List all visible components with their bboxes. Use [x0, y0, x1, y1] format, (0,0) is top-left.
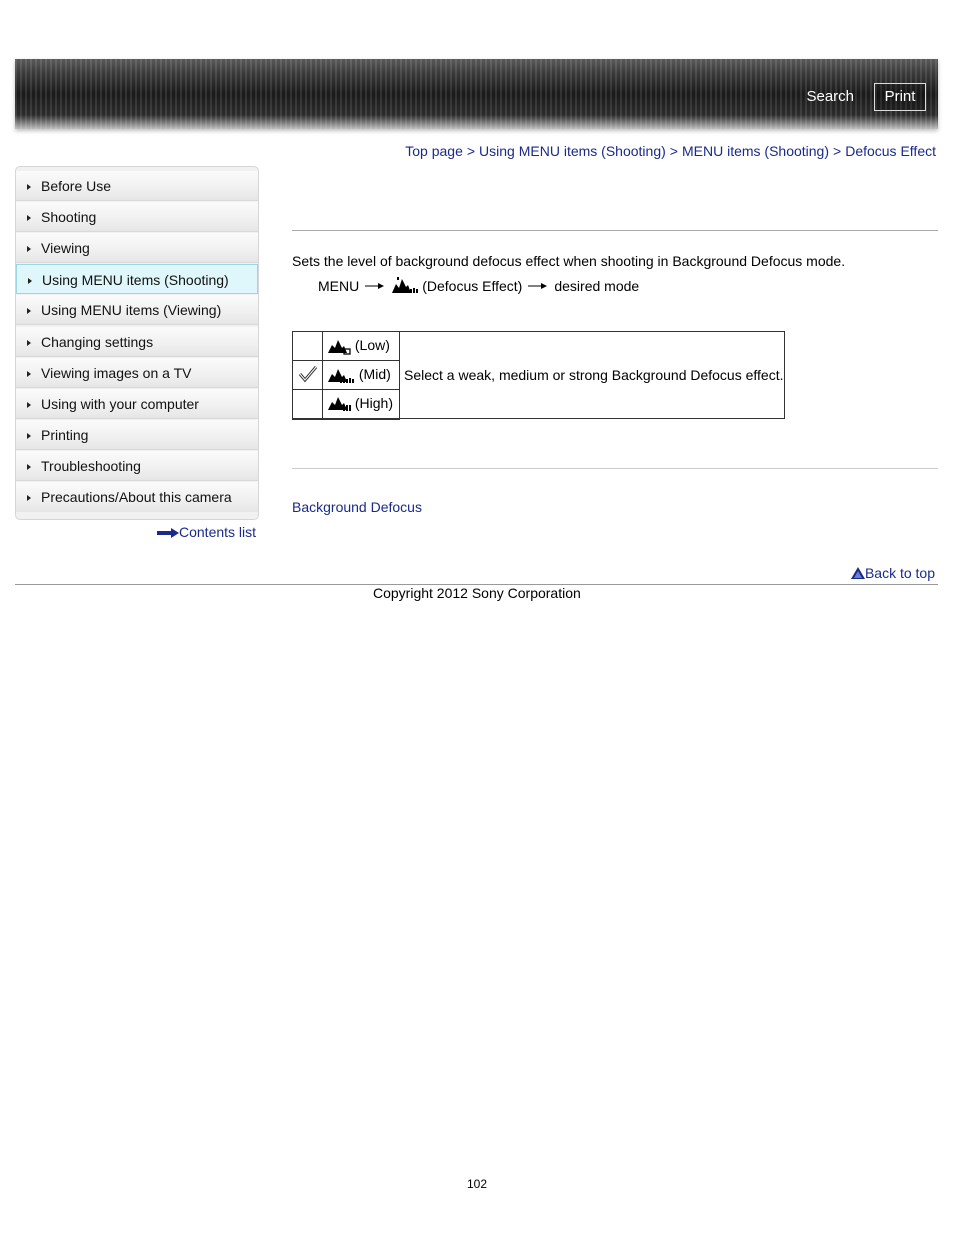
contents-list-link[interactable] — [157, 524, 256, 540]
sidebar-item-before-use[interactable] — [16, 171, 258, 201]
defocus-mid-icon — [327, 368, 355, 384]
triangle-right-icon — [27, 402, 31, 408]
breadcrumb-separator: > — [833, 143, 842, 159]
option-label: (Mid) — [358, 366, 391, 383]
menu-path — [318, 277, 639, 295]
option-cell — [323, 361, 400, 390]
breadcrumb-separator: > — [466, 143, 476, 159]
sidebar-item-printing[interactable] — [16, 420, 258, 450]
menu-end-label: desired mode — [554, 278, 640, 294]
sidebar-item-label: Viewing — [41, 240, 90, 256]
checkmark-icon — [298, 365, 318, 383]
sidebar-item-using-menu-shooting[interactable] — [16, 264, 258, 294]
back-to-top-label: Back to top — [864, 565, 935, 581]
sidebar-item-label: Using MENU items (Viewing) — [41, 302, 222, 318]
contents-list-label: Contents list — [179, 524, 257, 540]
triangle-right-icon — [27, 464, 31, 470]
option-label: (Low) — [354, 337, 390, 354]
breadcrumb-separator: > — [669, 143, 678, 159]
option-cell — [323, 332, 400, 361]
sidebar-item-using-with-computer[interactable] — [16, 389, 258, 419]
check-cell — [293, 390, 323, 419]
check-cell — [293, 332, 323, 361]
sidebar-item-label: Shooting — [41, 209, 97, 225]
option-label: (High) — [354, 395, 394, 412]
intro-text: Sets the level of background defocus effect when shooting in Background Defocus mode. — [292, 253, 846, 269]
page-number: 102 — [466, 1177, 488, 1191]
triangle-right-icon — [27, 215, 31, 221]
copyright-text: Copyright 2012 Sony Corporation — [373, 585, 581, 601]
sidebar-item-label: Before Use — [41, 178, 112, 194]
triangle-right-icon — [27, 308, 31, 314]
print-button[interactable]: Print — [874, 83, 926, 111]
check-cell — [293, 361, 323, 390]
settings-table — [292, 331, 785, 420]
arrow-right-icon — [365, 282, 385, 290]
divider — [292, 468, 938, 469]
table-row — [293, 332, 785, 361]
triangle-up-icon — [851, 567, 865, 579]
sidebar-nav — [15, 166, 259, 520]
sidebar-item-precautions[interactable] — [16, 482, 258, 512]
breadcrumb-top-page[interactable]: Top page — [405, 143, 463, 159]
defocus-mid-icon — [391, 277, 419, 295]
sidebar-item-viewing-on-tv[interactable] — [16, 358, 258, 388]
triangle-right-icon — [27, 246, 31, 252]
back-to-top-link[interactable] — [851, 565, 935, 581]
description-cell: Select a weak, medium or strong Background Defocus effect. — [400, 332, 785, 419]
triangle-right-icon — [27, 495, 31, 501]
menu-item-label: (Defocus Effect) — [422, 278, 523, 294]
sidebar-item-using-menu-viewing[interactable] — [16, 295, 258, 325]
sidebar-item-changing-settings[interactable] — [16, 327, 258, 357]
triangle-right-icon — [28, 278, 32, 284]
divider — [292, 230, 938, 231]
defocus-low-icon — [327, 339, 351, 355]
sidebar-item-viewing[interactable] — [16, 233, 258, 263]
breadcrumb-defocus-effect[interactable]: Defocus Effect — [845, 143, 936, 159]
sidebar-item-label: Printing — [41, 427, 89, 443]
defocus-high-icon — [327, 396, 351, 412]
sidebar-item-troubleshooting[interactable] — [16, 451, 258, 481]
sidebar-item-label: Using with your computer — [41, 396, 199, 412]
sidebar-item-label: Using MENU items (Shooting) — [42, 272, 229, 288]
related-link-background-defocus[interactable]: Background Defocus — [292, 499, 422, 515]
triangle-right-icon — [27, 340, 31, 346]
sidebar-item-shooting[interactable] — [16, 202, 258, 232]
search-link[interactable]: Search — [806, 88, 854, 105]
header-bar — [15, 59, 938, 129]
breadcrumb — [405, 143, 936, 159]
arrow-right-icon — [157, 528, 179, 538]
triangle-right-icon — [27, 371, 31, 377]
triangle-right-icon — [27, 184, 31, 190]
sidebar-item-label: Troubleshooting — [41, 458, 141, 474]
breadcrumb-menu-items-shooting[interactable]: MENU items (Shooting) — [681, 143, 830, 159]
menu-label: MENU — [318, 278, 360, 294]
breadcrumb-using-menu-shooting[interactable]: Using MENU items (Shooting) — [479, 143, 666, 159]
triangle-right-icon — [27, 433, 31, 439]
arrow-right-icon — [528, 282, 548, 290]
option-cell — [323, 390, 400, 419]
sidebar-item-label: Precautions/About this camera — [41, 489, 232, 505]
sidebar-item-label: Viewing images on a TV — [41, 365, 192, 381]
sidebar-item-label: Changing settings — [41, 334, 154, 350]
